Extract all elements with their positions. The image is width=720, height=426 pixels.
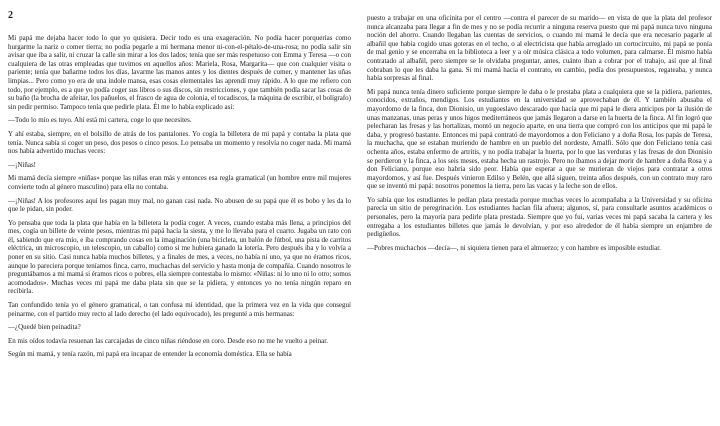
page-number: 2 (8, 10, 13, 21)
paragraph: Tan confundido tenía yo el género gramatical, o tan confusa mi identidad, que la primera vez en la vida que conseguí peinarme, con el partido muy recto al lado derecho (el lado equivocado), les pregunté a mis hermanas: (8, 301, 351, 318)
paragraph: —¡Niñas! A los profesores aquí les pagan muy mal, no ganan casi nada. No abusen de su papá que él es bobo y les da lo que le pidan, sin poder. (8, 196, 351, 214)
paragraph: Yo sabía que los estudiantes le pedían plata prestada porque muchas veces lo acompañaba a la Universidad y su oficina parecía un sitio de peregrinación. Los estudiantes hacían fila afuera; algunos, sí, para consultarle asuntos académicos o personales, pero la mayoría para pedirle plata prestada. Siempre que yo fui, varias veces mi papá sacaba la cartera y les entregaba a los estudiantes billetes que jamás le devolvían, y por eso alrededor de él había siempre un enjambre de pedigüeños. (367, 195, 712, 239)
left-column (8, 34, 351, 364)
paragraph: En mis oídos todavía resuenan las carcajadas de cinco niñas riéndose en coro. Desde eso no me he vuelto a peinar. (8, 336, 328, 345)
paragraph: —¿Quedé bien peinadita? (8, 323, 81, 332)
right-column (367, 14, 712, 257)
paragraph: —Todo lo mío es tuyo. Ahí está mi cartera, coge lo que necesites. (8, 116, 192, 125)
paragraph: Yo pensaba que toda la plata que había en la billetera la podía coger. A veces, cuando estaba más llena, a principios del mes, cogía un billete de veinte pesos, mientras mi papá hacía la siesta, y me lo llevaba para el cuarto. Jugaba un rato con él, sabiendo que era mío, e iba comprando cosas en la imaginación (una bicicleta, un balón de fútbol, una pista de carritos eléctrica, un microscopio, un telescopio, un caballo) como si me hubiera ganado la lotería. Pero después iba y lo volvía a poner en su sitio. Casi nunca había muchos billetes, y a finales de mes, a veces, no había ni uno, ya que no éramos ricos, aunque lo pareciera porque teníamos finca, carro, muchachas del servicio y hasta monja de compañía. Cuando nosotros le preguntábamos a mi mamá si éramos ricos o pobres, ella siempre contestaba lo mismo: «Niñas: ni lo uno ni lo otro; somos acomodados». Muchas veces mi papá me daba plata sin que se la pidiera, y entonces yo no tenía ningún reparo en recibirla. (8, 218, 351, 296)
paragraph: puesto a trabajar en una oficinita por el centro —contra el parecer de su marido— en vista de que la plata del profesor nunca alcanzaba para llegar a fin de mes y no se podía recurrir a ninguna reserva puesto que mi papá nunca tuvo ninguna noción del ahorro. Cuando llegaban las cuentas de servicios, o cuando mi mamá le decía que era necesario pagarle al albañil que había cogido unas goteras en el techo, o al electricista que había arreglado un cortocircuito, mi papá se ponía de mal genio y se encerraba en la biblioteca a leer y a oír música clásica a todo volumen, para calmarse. Él mismo había contratado al albañil, pero siempre se le olvidaba preguntar, antes, cuánto iban a cobrar por el trabajo, así que al final cobraban lo que les daba la gana. Si mi mamá hacía el contrato, en cambio, pedía dos presupuestos, regateaba, y nunca había sorpresas al final. (367, 14, 712, 83)
paragraph: Según mi mamá, y tenía razón, mi papá era incapaz de entender la economía doméstica. Ella se había (8, 350, 292, 359)
paragraph: Mi mamá decía siempre «niñas» porque las niñas eran más y entonces esa regla gramatical (un hombre entre mil mujeres convierte todo al género masculino) para ella no contaba. (8, 174, 351, 191)
paragraph: Mi papá me dejaba hacer todo lo que yo quisiera. Decir todo es una exageración. No podía hacer porquerías como hurgarme la nariz o comer tierra; no podía pegarle a mi hermana menor ni-con-el-pétalo-de-una-rosa; no podía salir sin avisar que iba a salir, ni cruzar la calle sin mirar a los dos lados; tenía que ser más respetuoso con Emma y Teresa —o con cualquiera de las otras empleadas que tuvimos en aquellos años: Mariela, Rosa, Margarita— que con cualquier visita o pariente; tenía que bañarme todos los días, lavarme las manos antes y los dientes después de comer, y mantener las uñas limpias... Pero como yo era de una índole mansa, esas cosas elementales las aprendí muy rápido. A lo que me refiero con todo, por ejemplo, es a que yo podía coger sus libros o sus discos, sin restricciones, y que también podía sacar las cosas de su baño (la brocha de afeitar, los pañuelos, el frasco de agua de colonia, el tocadiscos, la máquina de escribir, el bolígrafo) sin pedir permiso. Tampoco tenía que pedirle plata. Él me lo había explicado así: (8, 34, 351, 111)
paragraph: Y ahí estaba, siempre, en el bolsillo de atrás de los pantalones. Yo cogía la billetera de mi papá y contaba la plata que tenía. Nunca sabía si coger un peso, dos pesos o cinco pesos. Lo pensaba un momento y resolvía no coger nada. Mi mamá nos había advertido muchas veces: (8, 129, 351, 156)
paragraph: Mi papá nunca tenía dinero suficiente porque siempre le daba o le prestaba plata a cualquiera que se la pidiera, parientes, conocidos, extraños, mendigos. Los estudiantes en la universidad se aprovechaban de él. Y también abusaba el mayordomo de la finca, don Dionisio, un yugoeslavo descarado que hacía que mi papá le diera anticipos por la ilusión de unas manzanas, unas peras y unos higos mediterráneos que jamás llegaron a darse en la huerta de la finca. Al fin logró que pelecharan las fresas y las hortalizas, montó un negocio aparte, en una tierra que compró con los anticipos que mi papá le daba, y progresó bastante. Entonces mi papá contrató de mayordomos a don Feliciano y a doña Rosa, los papás de Teresa, la muchacha, que se estaban muriendo de hambre en un pueblo del nordeste, Amalfi. Sólo que don Feliciano tenía casi ochenta años, estaba enfermo de artritis, y no podía trabajar la huerta, por lo que las verduras y las fresas de don Dionisio se perdieron y la finca, a los seis meses, estaba hecha un rastrojo. Pero no íbamos a dejar morir de hambre a doña Rosa y a don Feliciano, porque eso habría sido peor. Había que esperar a que se murieran de viejos para contratar a otros mayordomos, y así fue. Después vinieron Edilso y Belén, que allá siguen, treinta años después, con un contrato muy raro que se inventó mi papá: nosotros ponemos la tierra, pero las vacas y la leche son de ellos. (367, 87, 712, 191)
paragraph: —Pobres muchachos —decía—, ni siquiera tienen para el almuerzo; y con hambre es imposible estudiar. (367, 243, 661, 252)
paragraph: —¡Niñas! (8, 160, 36, 169)
